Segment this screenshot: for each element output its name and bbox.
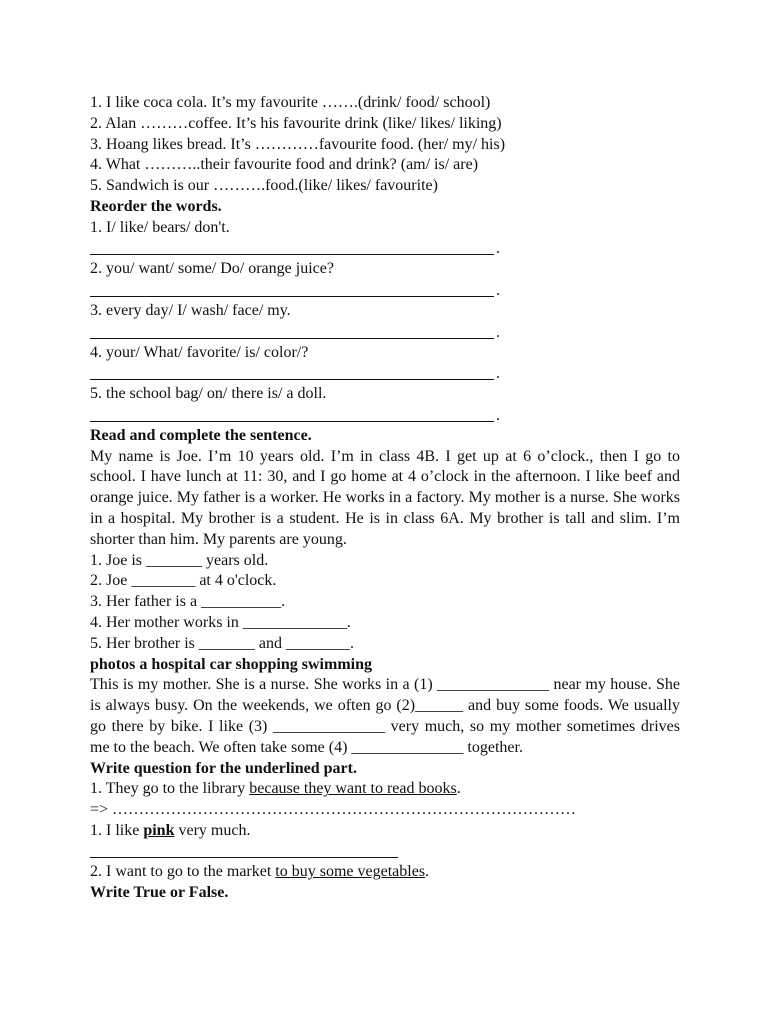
reorder-item-4: 4. your/ What/ favorite/ is/ color/? — [90, 343, 309, 361]
question-2-suffix: very much. — [174, 821, 251, 839]
answer-line-end: . — [496, 240, 500, 258]
question-3 — [90, 862, 690, 883]
reorder-answer-line-3[interactable] — [90, 322, 690, 343]
question-1 — [90, 779, 690, 800]
exercise1-item-3: 3. Hoang likes bread. It’s …………favourite food. (her/ my/ his) — [90, 135, 506, 153]
answer-line-end: . — [496, 365, 500, 383]
question-3-prefix: 2. I want to go to the market — [90, 863, 276, 881]
reading-item-3: 3. Her father is a __________. — [90, 593, 286, 611]
reading-item-2: 2. Joe ________ at 4 o'clock. — [90, 572, 277, 590]
reading-item-1: 1. Joe is _______ years old. — [90, 551, 269, 569]
question-1-prefix: 1. They go to the library — [90, 780, 250, 798]
question-2-answer-line[interactable] — [90, 842, 690, 863]
reading-item-4: 4. Her mother works in _____________. — [90, 613, 351, 631]
exercise1-item-5: 5. Sandwich is our ……….food.(like/ likes/ favourite) — [90, 177, 438, 195]
exercise-choose-word — [90, 93, 690, 197]
answer-line-end: . — [496, 281, 500, 299]
question-3-underlined: to buy some vegetables — [275, 863, 426, 881]
exercise-fill-words — [90, 655, 690, 759]
questions-heading: Write question for the underlined part. — [90, 759, 357, 777]
question-2-underlined: pink — [143, 821, 175, 839]
reading-item-5: 5. Her brother is _______ and ________. — [90, 634, 354, 652]
word-box: photos a hospital car shopping swimming — [90, 655, 372, 673]
true-false-heading: Write True or False. — [90, 884, 229, 902]
reading-passage: My name is Joe. I’m 10 years old. I’m in class 4B. I get up at 6 o’clock., then I go to school. I have lunch at 11: 30, and I go home at 4 o’clock in the afternoon. I like beef and orange juice. My father is a worker. He works in a factory. My mother is a nurse. She works in a hospital. My brother is a student. He is in class 6A. My brother is tall and slim. I’m shorter than him. My parents are young. — [90, 447, 680, 548]
reorder-heading: Reorder the words. — [90, 197, 222, 215]
exercise-reading — [90, 426, 690, 655]
exercise-true-false — [90, 883, 690, 904]
exercise1-item-4: 4. What ………..their favourite food and drink? (am/ is/ are) — [90, 156, 479, 174]
answer-dotted-line[interactable]: => …………………………………………………………………………… — [90, 801, 577, 819]
answer-line-end: . — [496, 406, 500, 424]
exercise1-item-2: 2. Alan ………coffee. It’s his favourite drink (like/ likes/ liking) — [90, 114, 502, 132]
exercise1-item-1: 1. I like coca cola. It’s my favourite …….(drink/ food/ school) — [90, 94, 491, 111]
reorder-answer-line-5[interactable] — [90, 405, 690, 426]
exercise-questions — [90, 759, 690, 884]
answer-line-end: . — [496, 323, 500, 341]
exercise-reorder — [90, 197, 690, 426]
question-1-underlined: because they want to read books — [249, 780, 457, 798]
question-2 — [90, 821, 690, 842]
question-3-suffix: . — [425, 863, 430, 881]
reading-heading: Read and complete the sentence. — [90, 426, 312, 444]
reorder-item-5: 5. the school bag/ on/ there is/ a doll. — [90, 385, 327, 403]
reorder-answer-line-4[interactable] — [90, 363, 690, 384]
worksheet — [90, 93, 690, 904]
reorder-answer-line-1[interactable] — [90, 239, 690, 260]
reorder-answer-line-2[interactable] — [90, 280, 690, 301]
question-2-prefix: 1. I like — [90, 821, 144, 839]
question-1-suffix: . — [456, 780, 461, 798]
reorder-item-3: 3. every day/ I/ wash/ face/ my. — [90, 301, 291, 319]
reorder-item-2: 2. you/ want/ some/ Do/ orange juice? — [90, 260, 334, 278]
fill-words-passage: This is my mother. She is a nurse. She works in a (1) ______________ near my house. She is always busy. On the weekends, we often go (2)______ and buy some foods. We usually go there by bike. I like (3) ______________ very much, so my mother sometimes drives me to the beach. We often take some (4) ______________ together. — [90, 676, 680, 756]
reorder-item-1: 1. I/ like/ bears/ don't. — [90, 218, 230, 236]
